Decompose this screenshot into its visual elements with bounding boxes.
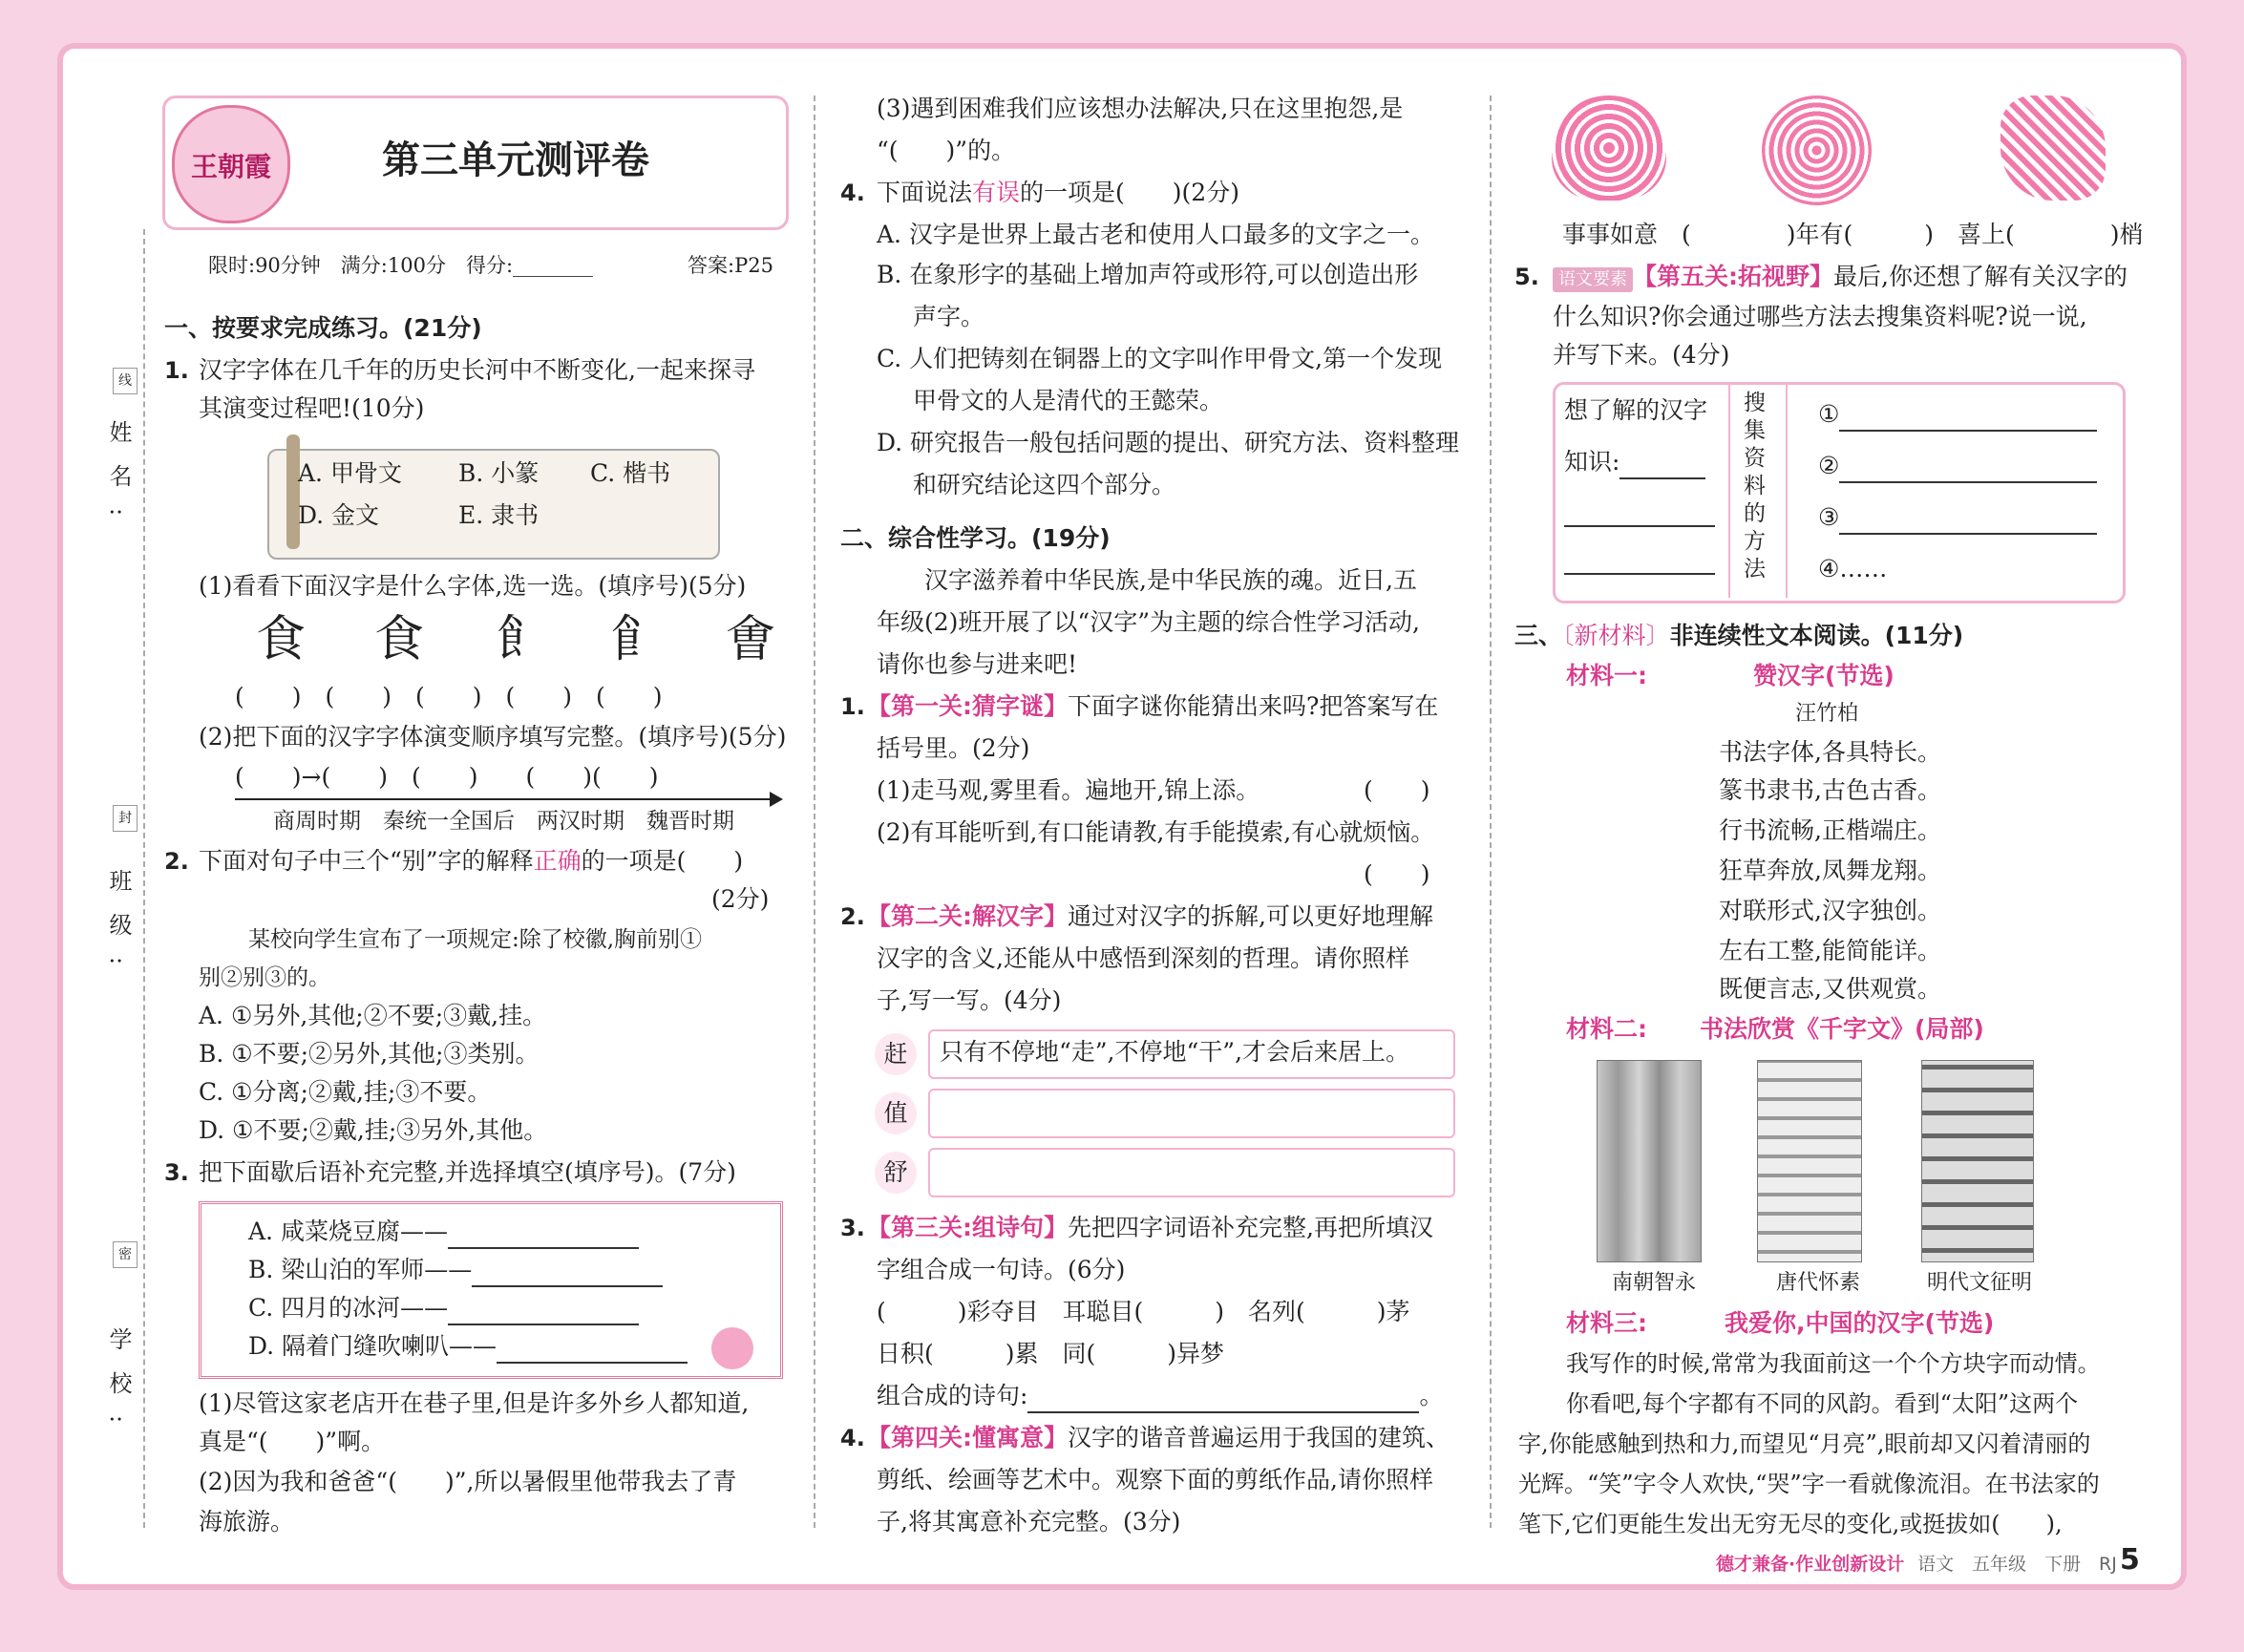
glyph-4: 𩙿 xyxy=(611,611,662,668)
option-b: B. 在象形字的基础上增加声符或形符,可以创造出形 xyxy=(877,261,1419,288)
binding-line xyxy=(143,229,145,1528)
option-a: A. 甲骨文 xyxy=(298,459,402,487)
image-caption: 明代文征明 xyxy=(1927,1271,2033,1295)
question-text: 【第一关:猜字谜】下面字谜你能猜出来吗?把答案写在 xyxy=(867,692,1439,720)
question-text: 【第二关:解汉字】通过对汉字的拆解,可以更好地理解 xyxy=(867,902,1433,930)
column-divider xyxy=(1490,95,1492,1528)
option-e: E. 隶书 xyxy=(458,501,540,529)
option-c: C. 楷书 xyxy=(590,459,671,487)
class-label: 班级: xyxy=(105,869,132,986)
glyph-1: ⻝ xyxy=(256,611,307,668)
poem-line: 书法字体,各具特长。 xyxy=(1719,738,1941,766)
char-circle: 舒 xyxy=(875,1152,917,1194)
question-text: 汉字的含义,还能从中感悟到深刻的哲理。请你照样 xyxy=(877,944,1409,972)
poem-line: 狂草奔放,凤舞龙翔。 xyxy=(1719,857,1941,884)
option-c: C. ①分离;②戴,挂;③不要。 xyxy=(199,1078,492,1106)
table-label[interactable]: 知识: xyxy=(1564,445,1705,479)
question-score: (2分) xyxy=(711,885,770,913)
subquestion: 海旅游。 xyxy=(199,1508,295,1536)
question-text: 汉字字体在几千年的历史长河中不断变化,一起来探寻 xyxy=(199,356,755,384)
sentence: 别②别③的。 xyxy=(199,965,330,990)
glyph-3: 飠 xyxy=(497,611,547,668)
table-label: 想了解的汉字 xyxy=(1564,396,1708,424)
footer-series: 德才兼备·作业创新设计 xyxy=(1716,1554,1905,1575)
method-item[interactable]: ④…… xyxy=(1818,555,1888,582)
subquestion: “( )”的。 xyxy=(877,137,1016,164)
question-text: 其演变过程吧!(10分) xyxy=(199,394,425,422)
material-title: 赞汉字(节选) xyxy=(1753,662,1895,689)
poem-author: 汪竹柏 xyxy=(1795,702,1859,726)
material-title: 我爱你,中国的汉字(节选) xyxy=(1725,1309,1995,1337)
papercut-fish-icon xyxy=(1762,95,1872,205)
logo-text: 王朝霞 xyxy=(190,151,271,182)
question-text: 下面说法有误的一项是( )(2分) xyxy=(877,179,1239,206)
option-b-cont: 声字。 xyxy=(913,303,985,330)
poem-line: 对联形式,汉字独创。 xyxy=(1719,897,1941,924)
timeline-axis xyxy=(235,798,770,800)
riddle-2-answer[interactable]: ( ) xyxy=(1364,860,1430,888)
proverb-b: B. 梁山泊的军师—— xyxy=(248,1253,663,1287)
idiom-row[interactable]: 日积( )累 同( )异梦 xyxy=(877,1340,1225,1367)
question-text: 括号里。(2分) xyxy=(877,734,1030,762)
method-item[interactable]: ② xyxy=(1818,449,2097,483)
subquestion: (1)尽管这家老店开在巷子里,但是许多外乡人都知道, xyxy=(199,1389,750,1417)
calligraphy-image xyxy=(1597,1060,1702,1262)
subquestion: (2)因为我和爸爸“( )”,所以暑假里他带我去了青 xyxy=(199,1468,737,1495)
option-d: D. ①不要;②戴,挂;③另外,其他。 xyxy=(199,1116,548,1144)
question-number: 3. xyxy=(164,1159,189,1186)
subquestion: (3)遇到困难我们应该想办法解决,只在这里抱怨,是 xyxy=(877,95,1404,122)
papercut-magpie-icon xyxy=(2001,95,2106,201)
sentence: 某校向学生宣布了一项规定:除了校徽,胸前别① xyxy=(248,927,703,952)
page-number: 5 xyxy=(2120,1543,2140,1577)
question-text: 语文要素 【第五关:拓视野】最后,你还想了解有关汉字的 xyxy=(1553,260,2128,294)
method-item[interactable]: ① xyxy=(1818,397,2097,432)
poem-line: 既便言志,又供观赏。 xyxy=(1719,975,1941,1003)
flower-icon xyxy=(711,1327,753,1369)
proverb-d: D. 隔着门缝吹喇叭—— xyxy=(248,1329,688,1364)
timeline-blanks[interactable]: ( )→( ) ( ) ( )( ) xyxy=(235,763,659,791)
exam-meta: 限时:90分钟 满分:100分 得分:________ xyxy=(208,254,594,277)
question-text: 子,写一写。(4分) xyxy=(877,986,1062,1014)
question-number: 2. xyxy=(164,848,189,875)
column-divider xyxy=(814,95,815,1528)
section-2-heading: 二、综合性学习。(19分) xyxy=(840,524,1111,552)
question-number: 3. xyxy=(840,1215,865,1241)
subquestion: (2)把下面的汉字字体演变顺序填写完整。(填序号)(5分) xyxy=(199,723,787,751)
arrow-icon xyxy=(770,792,783,807)
proverb-a: A. 咸菜烧豆腐—— xyxy=(248,1215,639,1249)
question-text: 下面对句子中三个“别”字的解释正确的一项是( ) xyxy=(199,847,744,875)
question-text: 剪纸、绘画等艺术中。观察下面的剪纸作品,请你照样 xyxy=(877,1466,1433,1493)
intro-text: 请你也参与进来吧! xyxy=(877,650,1078,678)
answer-line[interactable] xyxy=(1564,525,1715,527)
question-number: 2. xyxy=(840,903,865,930)
paragraph-line: 笔下,它们更能生发出无穷无尽的变化,或挺拔如( ), xyxy=(1518,1511,2063,1537)
section-1-heading: 一、按要求完成练习。(21分) xyxy=(164,314,482,342)
method-label: 搜集资料的方法 xyxy=(1744,391,1766,582)
question-number: 5. xyxy=(1514,264,1539,290)
answer-ref: 答案:P25 xyxy=(688,254,773,277)
footer-info: 语文 五年级 下册 RJ xyxy=(1917,1554,2117,1575)
intro-text: 汉字滋养着中华民族,是中华民族的魂。近日,五 xyxy=(924,566,1417,594)
answer-line[interactable] xyxy=(1564,573,1715,575)
question-text: 并写下来。(4分) xyxy=(1553,341,1730,369)
subquestion: 真是“( )”啊。 xyxy=(199,1428,386,1455)
school-label: 学校: xyxy=(105,1327,132,1445)
answer-parens[interactable]: ( ) ( ) ( ) ( ) ( ) xyxy=(235,683,663,710)
example-answer: 只有不停地“走”,不停地“干”,才会后来居上。 xyxy=(940,1038,1410,1066)
material-label: 材料二: xyxy=(1566,1015,1647,1043)
paragraph-line: 光辉。“笑”字令人欢快,“哭”字一看就像流泪。在书法家的 xyxy=(1518,1471,2100,1497)
poem-line: 篆书隶书,古色古香。 xyxy=(1719,776,1941,804)
table-divider xyxy=(1728,382,1730,598)
intro-text: 年级(2)班开展了以“汉字”为主题的综合性学习活动, xyxy=(877,608,1420,636)
section-3-heading: 三、〔新材料〕非连续性文本阅读。(11分) xyxy=(1514,622,1964,649)
image-caption: 唐代怀素 xyxy=(1776,1271,1861,1295)
name-label: 姓名: xyxy=(105,420,132,538)
option-a: A. ①另外,其他;②不要;③戴,挂。 xyxy=(199,1002,547,1029)
char-circle: 值 xyxy=(875,1092,917,1134)
char-answer-box[interactable] xyxy=(928,1089,1455,1138)
glyph-2: 食 xyxy=(374,611,425,668)
riddle-1: (1)走马观,雾里看。遍地开,锦上添。 xyxy=(877,776,1260,804)
option-d-cont: 和研究结论这四个部分。 xyxy=(913,471,1176,498)
question-text: 【第三关:组诗句】先把四字词语补充完整,再把所填汉 xyxy=(867,1214,1433,1241)
question-number: 4. xyxy=(840,180,865,206)
calligraphy-image xyxy=(1757,1060,1862,1262)
material-label: 材料三: xyxy=(1566,1309,1647,1337)
table-divider xyxy=(1786,382,1788,598)
question-text: 什么知识?你会通过哪些方法去搜集资料呢?说一说, xyxy=(1553,303,2087,330)
calligraphy-image xyxy=(1921,1060,2034,1262)
question-text: 把下面歇后语补充完整,并选择填空(填序号)。(7分) xyxy=(199,1158,736,1186)
paragraph-line: 字,你能感触到热和力,而望见“月亮”,眼前却又闪着清丽的 xyxy=(1518,1430,2091,1457)
option-c: C. 人们把铸刻在铜器上的文字叫作甲骨文,第一个发现 xyxy=(877,345,1443,372)
option-d: D. 研究报告一般包括问题的提出、研究方法、资料整理 xyxy=(877,429,1460,456)
riddle-2: (2)有耳能听到,有口能请教,有手能摸索,有心就烦恼。 xyxy=(877,818,1435,846)
riddle-1-answer[interactable]: ( ) xyxy=(1364,776,1430,804)
image-caption: 南朝智永 xyxy=(1612,1271,1697,1295)
question-number: 4. xyxy=(840,1425,865,1451)
char-answer-box[interactable] xyxy=(928,1148,1455,1197)
char-circle: 赶 xyxy=(875,1033,917,1075)
line-mark: 线 xyxy=(113,368,138,394)
poem-line[interactable]: 组合成的诗句: 。 xyxy=(877,1379,1443,1413)
proverb-c: C. 四月的冰河—— xyxy=(248,1291,639,1325)
subquestion: (1)看看下面汉字是什么字体,选一选。(填序号)(5分) xyxy=(199,572,747,600)
paragraph-line: 你看吧,每个字都有不同的风韵。看到“太阳”这两个 xyxy=(1566,1390,2079,1417)
page-title: 第三单元测评卷 xyxy=(382,138,649,182)
question-number: 1. xyxy=(840,693,865,720)
seal-mark: 封 xyxy=(113,805,138,832)
secret-mark: 密 xyxy=(113,1241,138,1268)
material-label: 材料一: xyxy=(1566,662,1647,689)
question-text: 【第四关:懂寓意】汉字的谐音普遍运用于我国的建筑、 xyxy=(867,1424,1450,1451)
papercut-flower-icon xyxy=(1552,95,1666,201)
option-d: D. 金文 xyxy=(298,501,380,529)
brand-logo xyxy=(172,105,290,223)
paragraph-line: 我写作的时候,常常为我面前这一个个方块字而动情。 xyxy=(1566,1350,2101,1377)
question-text: 子,将其寓意补充完整。(3分) xyxy=(877,1508,1181,1536)
timeline-labels: 商周时期 秦统一全国后 两汉时期 魏晋时期 xyxy=(273,809,734,834)
option-a: A. 汉字是世界上最古老和使用人口最多的文字之一。 xyxy=(877,221,1434,248)
option-c-cont: 甲骨文的人是清代的王懿荣。 xyxy=(913,387,1224,414)
material-title: 书法欣赏《千字文》(局部) xyxy=(1700,1015,1984,1043)
option-b: B. ①不要;②另外,其他;③类别。 xyxy=(199,1040,540,1068)
poem-line: 行书流畅,正楷端庄。 xyxy=(1719,816,1941,844)
glyph-5: 㑹 xyxy=(726,611,776,668)
question-number: 1. xyxy=(164,357,189,384)
idiom-row[interactable]: ( )彩夺目 耳聪目( ) 名列( )茅 xyxy=(877,1298,1410,1325)
papercut-captions[interactable]: 事事如意 ( )年有( ) 喜上( )梢 xyxy=(1562,221,2144,248)
method-item[interactable]: ③ xyxy=(1818,500,2097,535)
poem-line: 左右工整,能简能详。 xyxy=(1719,937,1941,964)
option-b: B. 小篆 xyxy=(458,459,540,487)
question-text: 字组合成一句诗。(6分) xyxy=(877,1256,1126,1283)
